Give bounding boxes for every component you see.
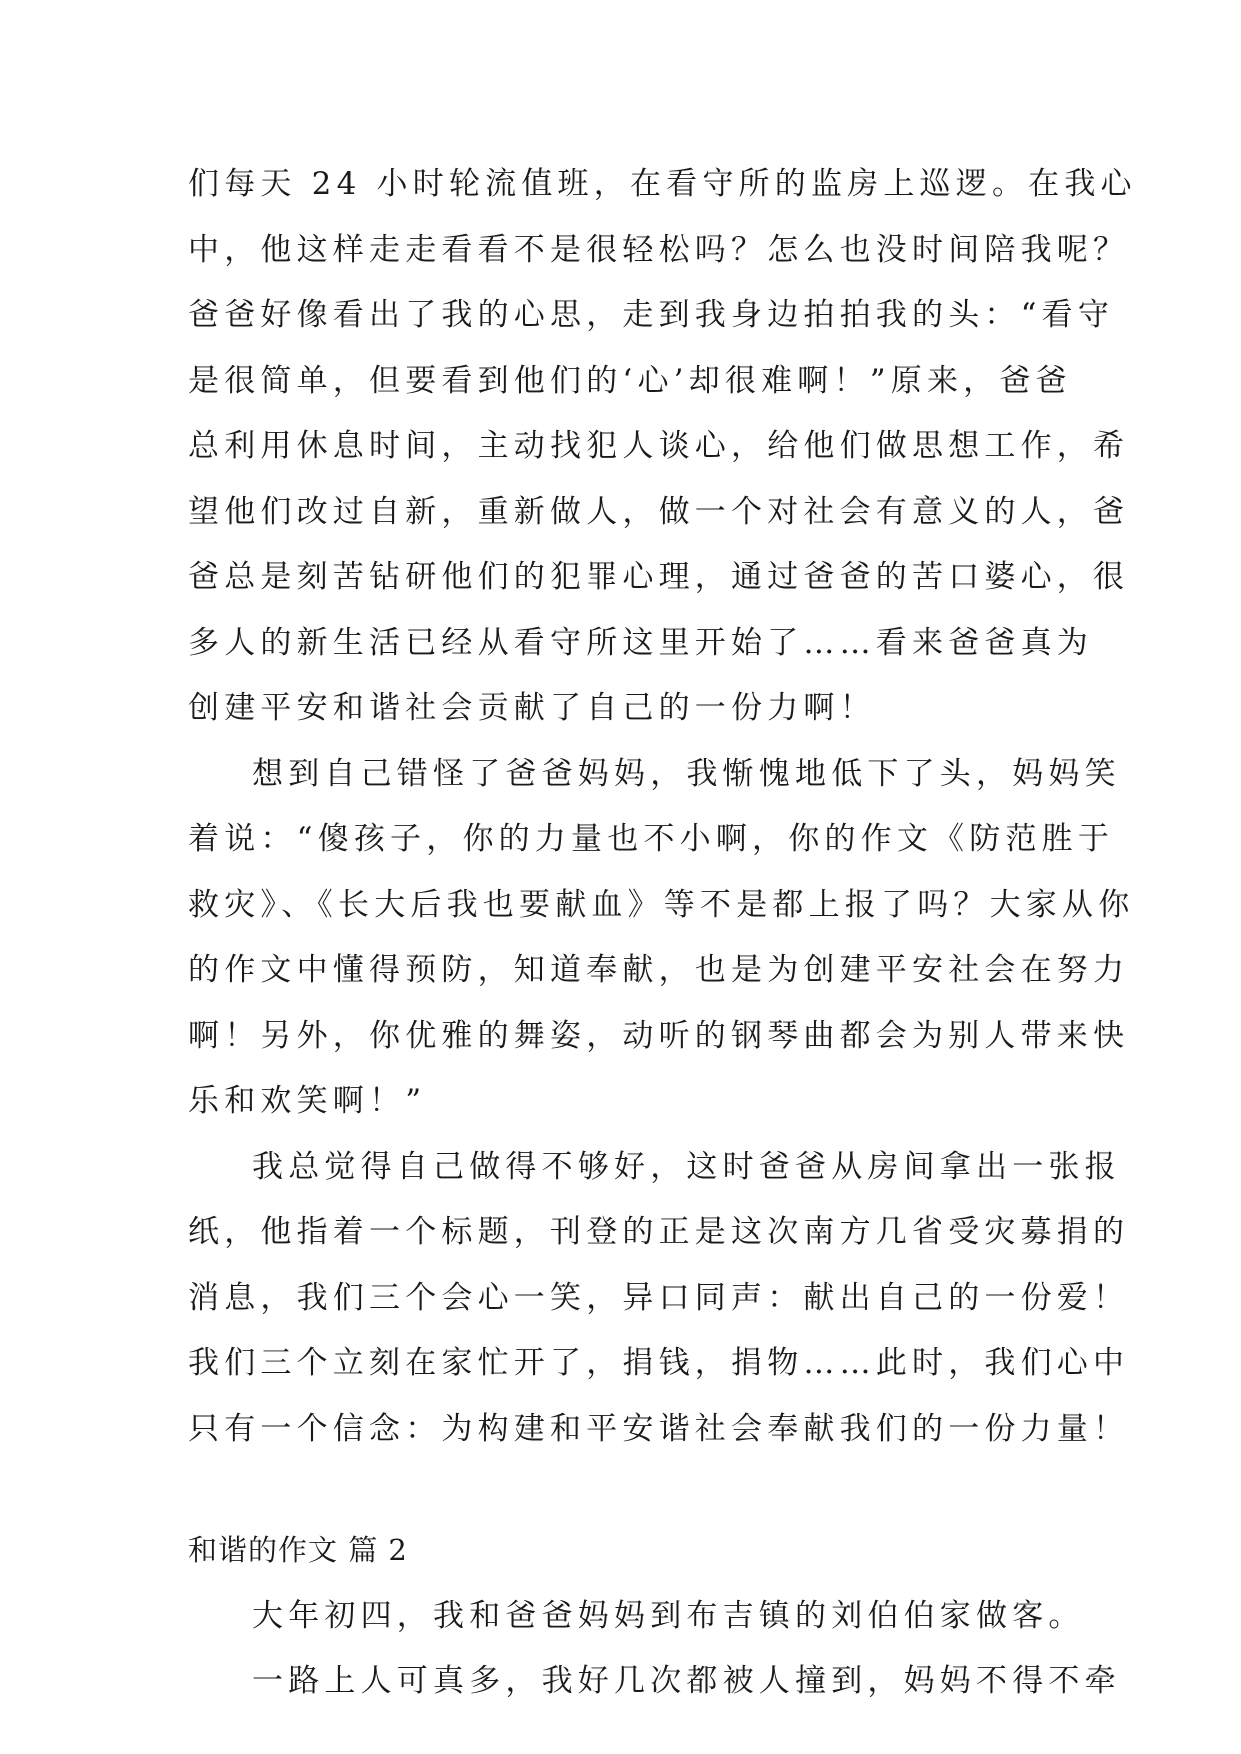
- section-heading: 和谐的作文 篇 2: [188, 1533, 408, 1567]
- text-line: 消息，我们三个会心一笑，异口同声：献出自己的一份爱！: [188, 1279, 1130, 1316]
- text-line: 望他们改过自新，重新做人，做一个对社会有意义的人，爸: [188, 493, 1130, 530]
- text-line: 我总觉得自己做得不够好，这时爸爸从房间拿出一张报: [252, 1148, 1121, 1185]
- paragraph-continuation: [188, 152, 1137, 742]
- text-line: 爸爸好像看出了我的心思，走到我身边拍拍我的头：“看守: [188, 297, 1115, 333]
- paragraph: [188, 1649, 1121, 1715]
- text-line: 纸，他指着一个标题，刊登的正是这次南方几省受灾募捐的: [188, 1214, 1130, 1250]
- text-line: 着说：“傻孩子，你的力量也不小啊，你的作文《防范胜于: [188, 821, 1115, 857]
- paragraph: [188, 742, 1135, 1135]
- text-line: 想到自己错怪了爸爸妈妈，我惭愧地低下了头，妈妈笑: [252, 755, 1121, 792]
- paragraph: [188, 1584, 1085, 1650]
- text-line: 乐和欢笑啊！”: [188, 1083, 427, 1119]
- text-line: 啊！另外，你优雅的舞姿，动听的钢琴曲都会为别人带来快: [188, 1017, 1130, 1054]
- section-spacer: [188, 1462, 1078, 1518]
- text-line: 只有一个信念：为构建和平安谐社会奉献我们的一份力量！: [188, 1410, 1130, 1447]
- text-line: 的作文中懂得预防，知道奉献，也是为创建平安社会在努力: [188, 952, 1130, 988]
- text-line: 救灾》、《长大后我也要献血》等不是都上报了吗？大家从你: [188, 886, 1135, 923]
- text-line: 一路上人可真多，我好几次都被人撞到，妈妈不得不牵: [252, 1663, 1121, 1699]
- paragraph: [188, 1135, 1130, 1463]
- text-line: 我们三个立刻在家忙开了，捐钱，捐物……此时，我们心中: [188, 1345, 1130, 1381]
- text-line: 是很简单，但要看到他们的‘心’却很难啊！”原来，爸爸: [188, 362, 1072, 399]
- text-line: 创建平安和谐社会贡献了自己的一份力啊！: [188, 690, 876, 726]
- text-line: 大年初四，我和爸爸妈妈到布吉镇的刘伯伯家做客。: [252, 1597, 1085, 1634]
- text-line: 多人的新生活已经从看守所这里开始了……看来爸爸真为: [188, 624, 1093, 661]
- document-body: [188, 152, 1137, 1715]
- text-line: 中，他这样走走看看不是很轻松吗？怎么也没时间陪我呢？: [188, 231, 1130, 268]
- text-line: 爸总是刻苦钻研他们的犯罪心理，通过爸爸的苦口婆心，很: [188, 559, 1130, 595]
- text-line: 们每天 24 小时轮流值班，在看守所的监房上巡逻。在我心: [188, 166, 1137, 202]
- text-line: 总利用休息时间，主动找犯人谈心，给他们做思想工作，希: [188, 428, 1130, 464]
